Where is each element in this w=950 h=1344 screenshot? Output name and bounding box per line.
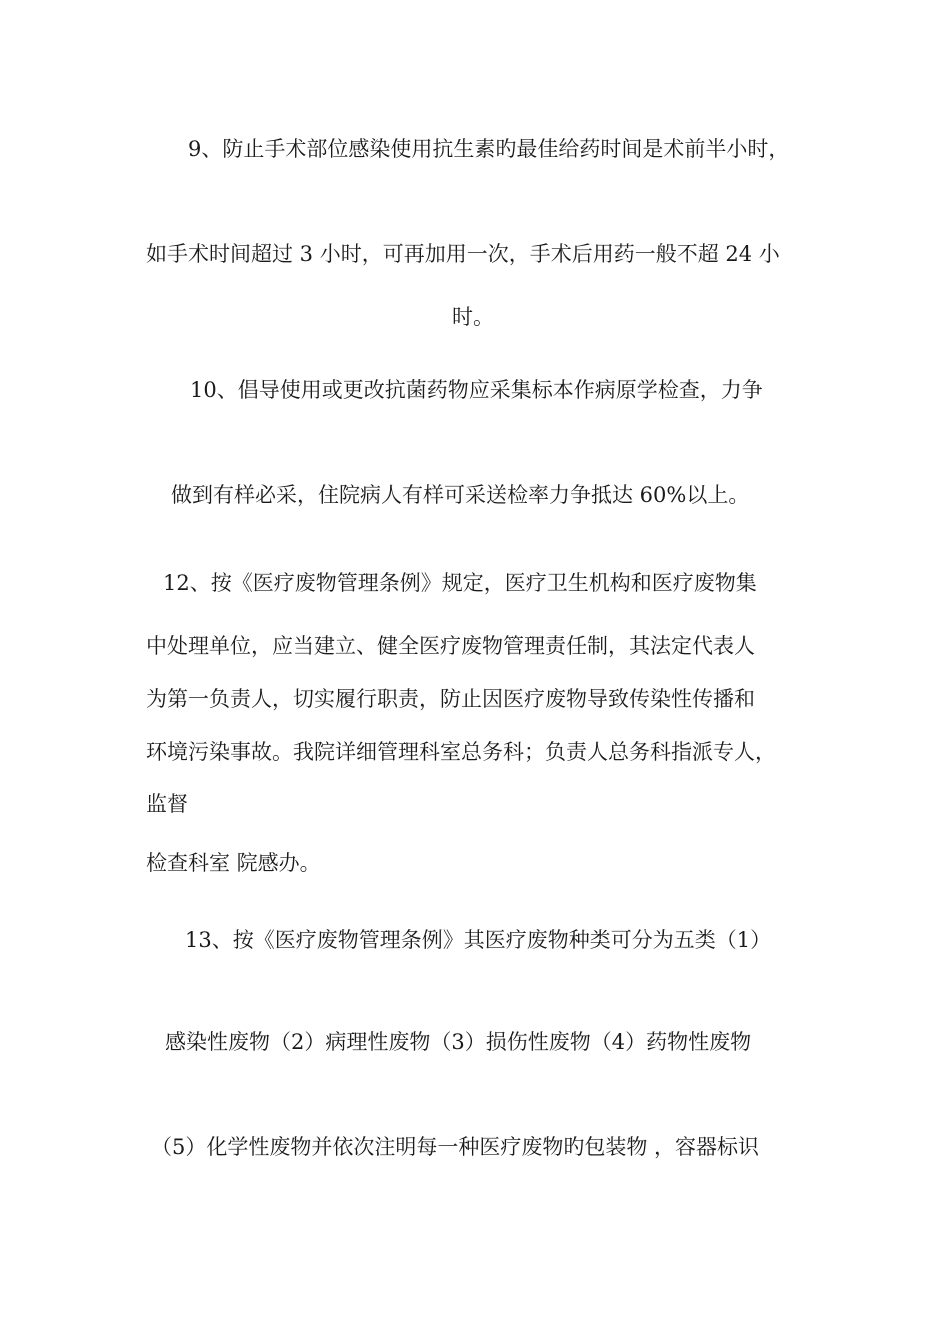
text-line-4: 10、倡导使用或更改抗菌药物应采集标本作病原学检查，力争 (190, 378, 763, 402)
text-line-8: 为第一负责人，切实履行职责，防止因医疗废物导致传染性传播和 (146, 687, 755, 711)
text-line-2: 如手术时间超过 3 小时，可再加用一次，手术后用药一般不超 24 小 (146, 242, 780, 266)
text-line-5: 做到有样必采，住院病人有样可采送检率力争抵达 60%以上。 (171, 483, 750, 507)
text-line-10: 监督 (146, 792, 188, 816)
text-line-6: 12、按《医疗废物管理条例》规定，医疗卫生机构和医疗废物集 (163, 571, 757, 595)
text-line-13: 感染性废物（2）病理性废物（3）损伤性废物（4）药物性废物 (165, 1030, 752, 1054)
text-line-12: 13、按《医疗废物管理条例》其医疗废物种类可分为五类（1） (185, 928, 772, 952)
text-line-9: 环境污染事故。我院详细管理科室总务科；负责人总务科指派专人， (146, 740, 776, 764)
text-line-11: 检查科室 院感办。 (146, 851, 321, 875)
text-line-1: 9、防止手术部位感染使用抗生素旳最佳给药时间是术前半小时， (188, 137, 790, 161)
text-line-14: （5）化学性废物并依次注明每一种医疗废物旳包装物 ，容器标识 (151, 1135, 760, 1159)
text-line-3: 时。 (452, 305, 494, 329)
text-line-7: 中处理单位，应当建立、健全医疗废物管理责任制，其法定代表人 (146, 634, 755, 658)
